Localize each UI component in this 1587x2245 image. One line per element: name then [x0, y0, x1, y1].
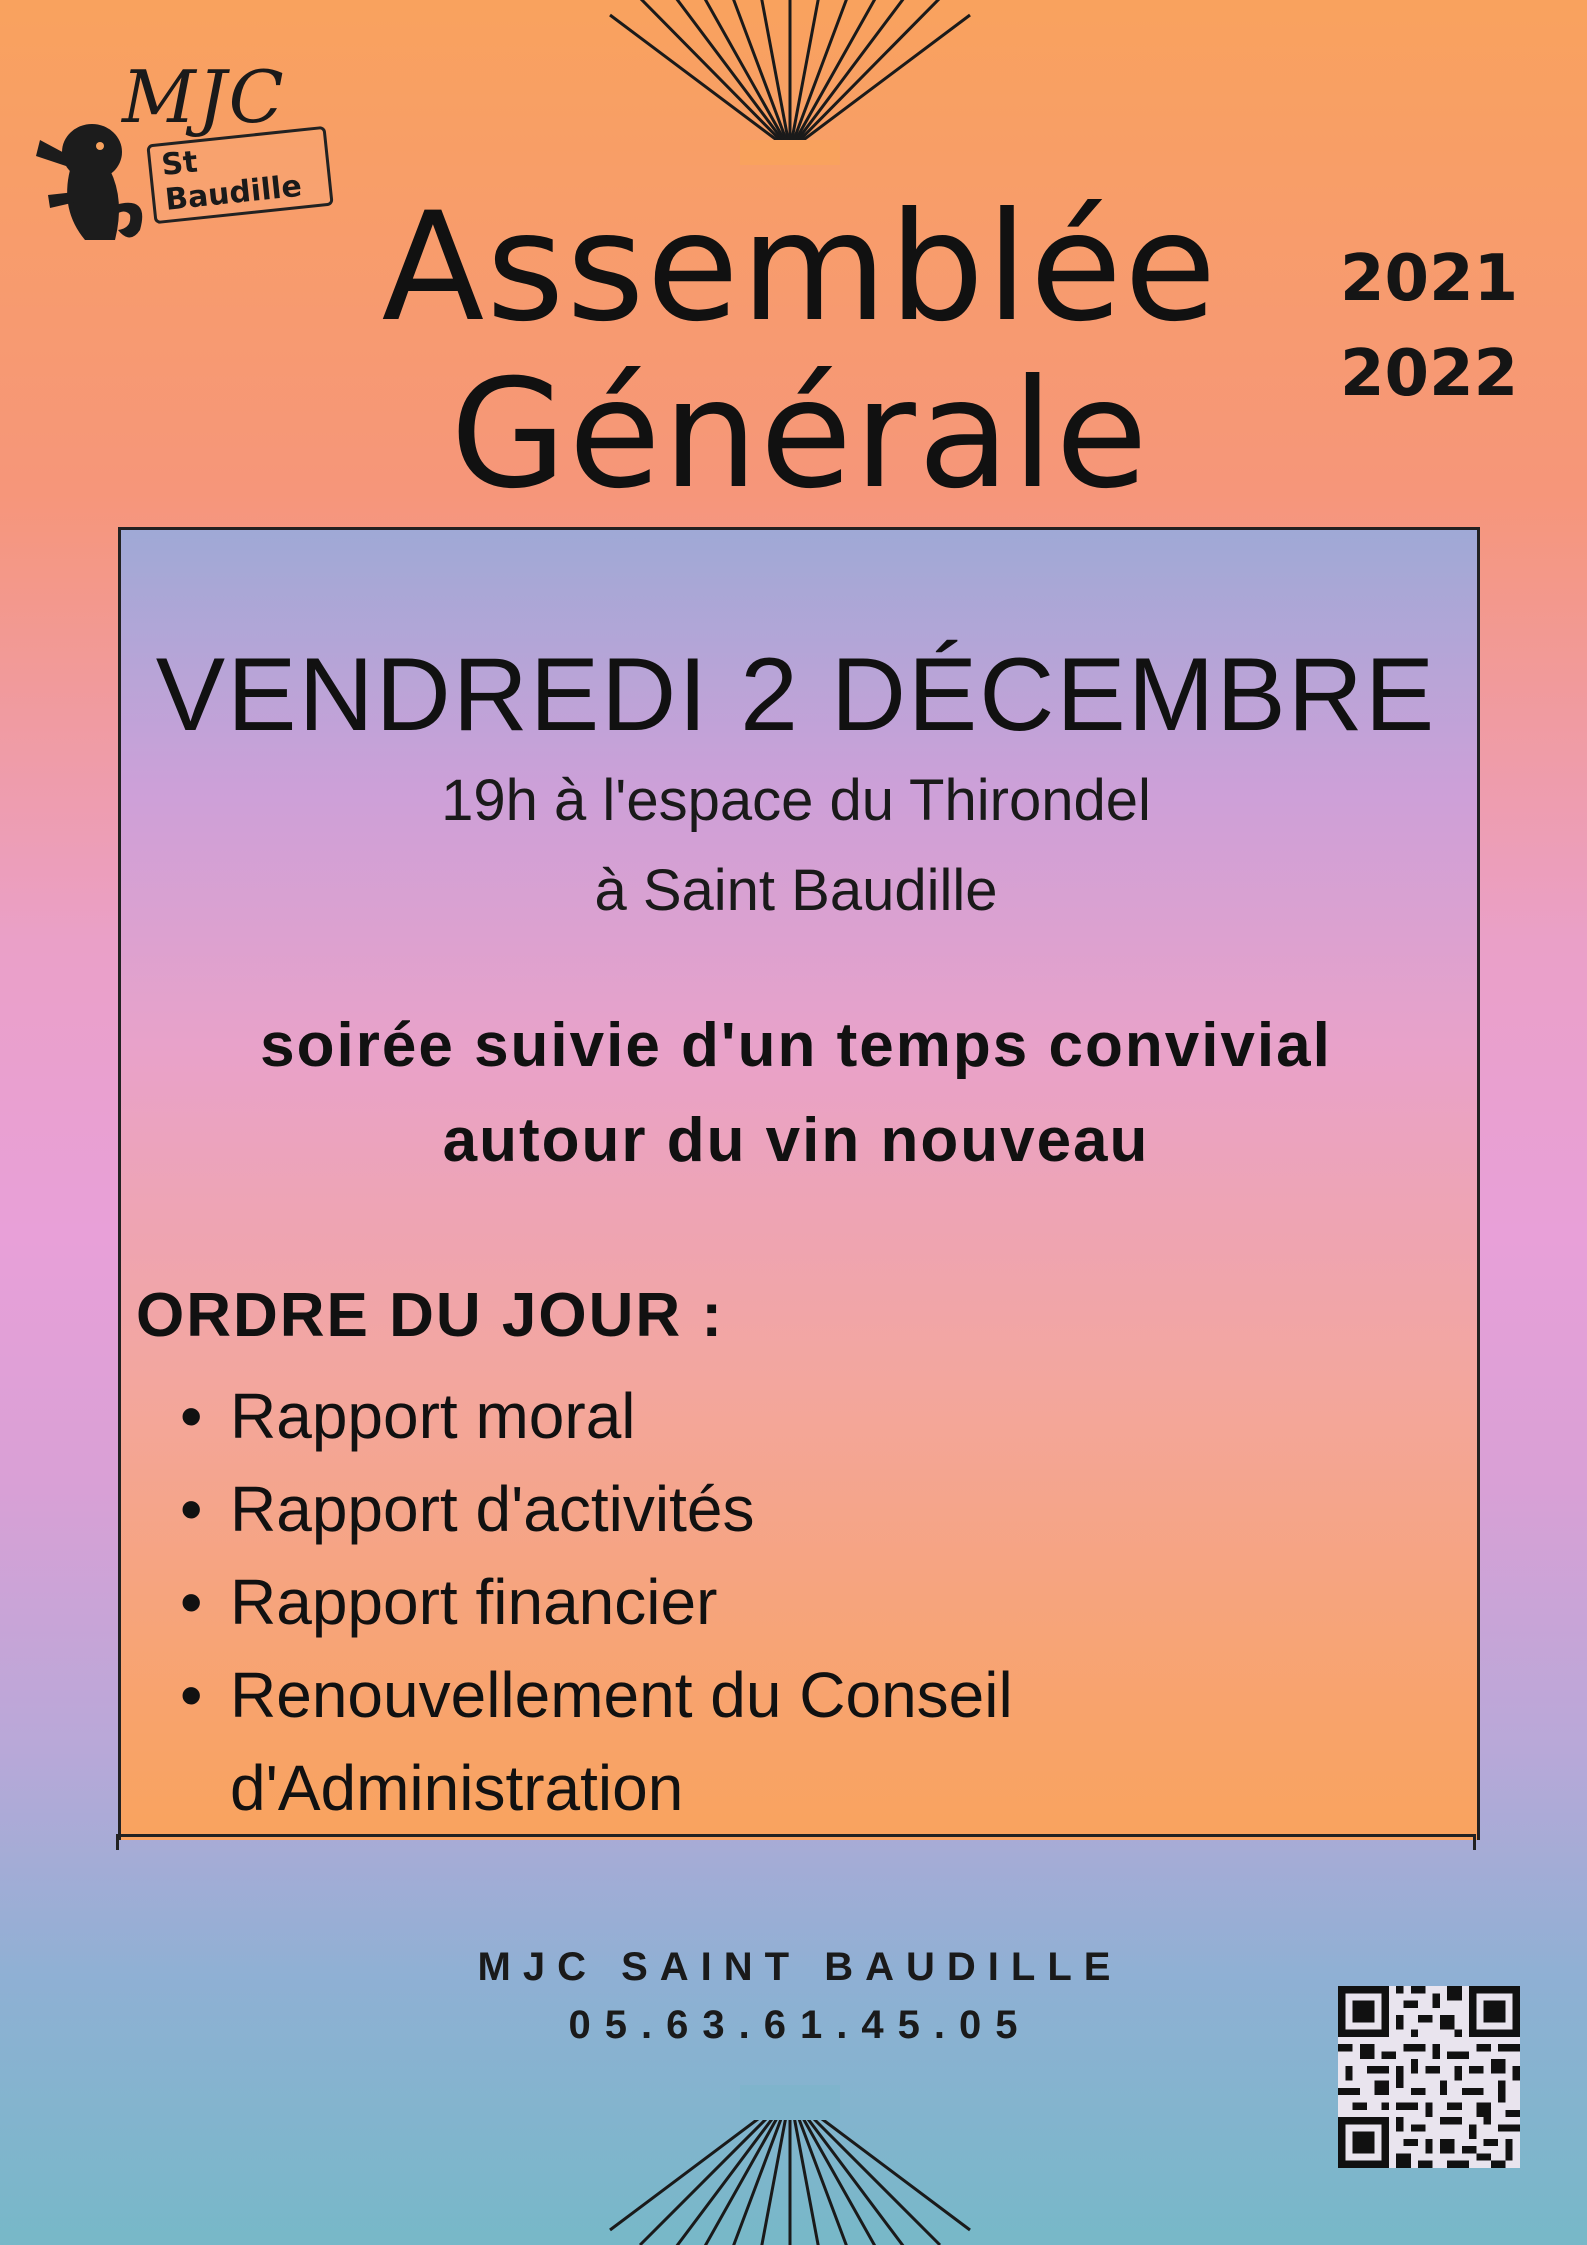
qr-code-icon	[1338, 1986, 1520, 2168]
agenda-heading: ORDRE DU JOUR :	[136, 1281, 725, 1350]
bottom-sunburst-icon	[560, 2085, 1020, 2245]
list-item	[172, 1649, 1013, 1742]
soiree-line-1: soirée suivie d'un temps convivial	[260, 1011, 1332, 1080]
agenda-item-label: Renouvellement du Conseil	[230, 1659, 1013, 1731]
box-tick-right	[1473, 1834, 1476, 1850]
list-item-continued	[172, 1742, 1013, 1835]
event-town: à Saint Baudille	[594, 858, 998, 923]
footer-phone: 05.63.61.45.05	[568, 2003, 1032, 2047]
list-item	[172, 1463, 1013, 1556]
title-line-2: Générale	[450, 348, 1150, 522]
agenda-item-label: d'Administration	[230, 1752, 684, 1824]
years	[1340, 232, 1518, 422]
year-end: 2022	[1340, 337, 1519, 411]
logo-subtitle: St Baudille	[146, 126, 333, 224]
agenda-item-label: Rapport financier	[230, 1566, 718, 1638]
event-time-place: 19h à l'espace du Thirondel	[441, 768, 1151, 833]
title-line-1: Assemblée	[381, 181, 1219, 355]
year-start: 2021	[1340, 242, 1519, 316]
agenda-item-label: Rapport moral	[230, 1380, 636, 1452]
bullet-icon: •	[180, 1473, 203, 1545]
event-date: VENDREDI 2 DÉCEMBRE	[155, 637, 1437, 753]
bullet-icon: •	[180, 1659, 203, 1731]
bullet-icon: •	[180, 1566, 203, 1638]
logo-name: MJC	[122, 55, 286, 139]
footer-org-name: MJC SAINT BAUDILLE	[477, 1945, 1123, 1989]
agenda-item-label: Rapport d'activités	[230, 1473, 755, 1545]
agenda-list	[172, 1370, 1013, 1835]
list-item	[172, 1556, 1013, 1649]
bullet-icon: •	[180, 1380, 203, 1452]
box-tick-left	[116, 1834, 119, 1850]
soiree-line-2: autour du vin nouveau	[442, 1106, 1150, 1175]
top-sunburst-icon	[560, 0, 1020, 165]
list-item	[172, 1370, 1013, 1463]
